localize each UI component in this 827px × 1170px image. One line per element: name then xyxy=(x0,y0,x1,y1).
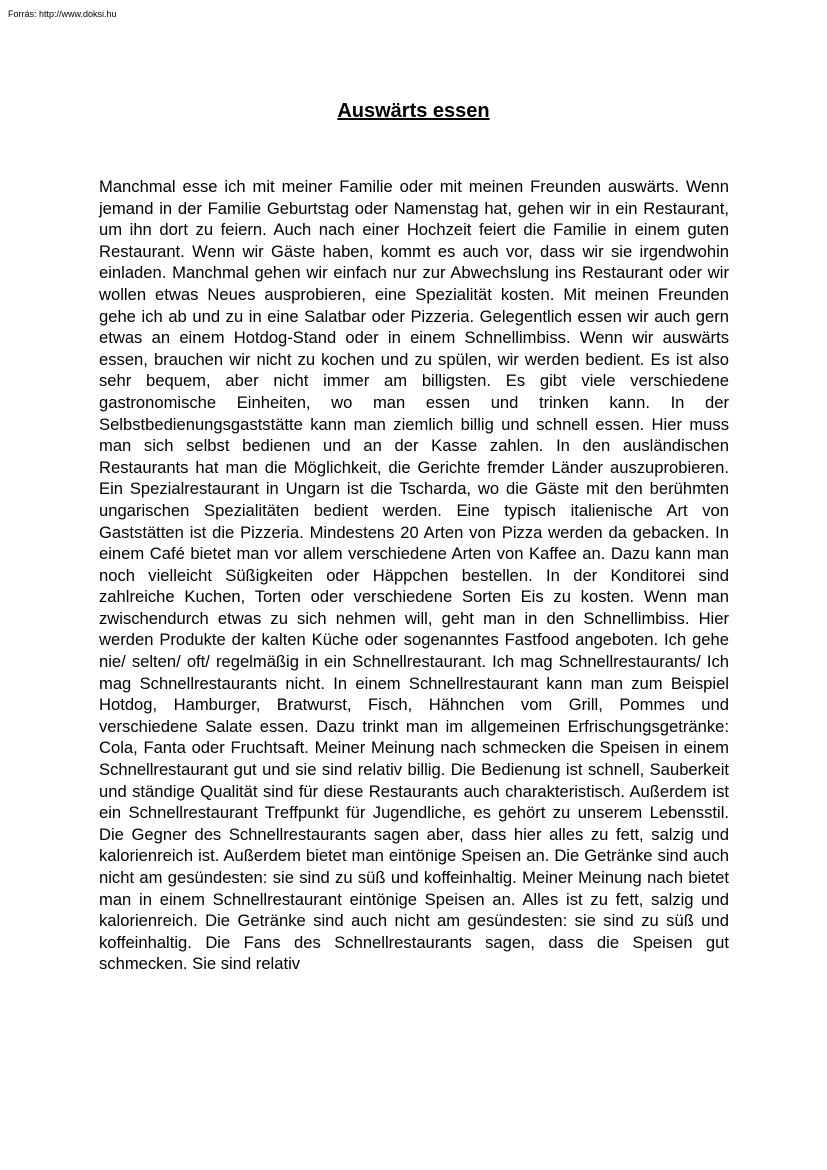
body-paragraph: Manchmal esse ich mit meiner Familie oder mit meinen Freunden auswärts. Wenn jemand in der Familie Geburtstag oder Namenstag hat, gehen wir in ein Restaurant, um ihn dort zu feiern. Auch nach einer Hochzeit feiert die Familie in einem guten Restaurant. Wenn wir Gäste haben, kommt es auch vor, dass wir sie irgendwohin einladen. Manchmal gehen wir einfach nur zur Abwechslung ins Restaurant oder wir wollen etwas Neues ausprobieren, eine Spezialität kosten. Mit meinen Freunden gehe ich ab und zu in eine Salatbar oder Pizzeria. Gelegentlich essen wir auch gern etwas an einem Hotdog-Stand oder in einem Schnellimbiss. Wenn wir auswärts essen, brauchen wir nicht zu kochen und zu spülen, wir werden bedient. Es ist also sehr bequem, aber nicht immer am billigsten. Es gibt viele verschiedene gastronomische Einheiten, wo man essen und trinken kann. In der Selbstbedienungsgaststätte kann man ziemlich billig und schnell essen. Hier muss man sich selbst bedienen und an der Kasse zahlen. In den ausländischen Restaurants hat man die Möglichkeit, die Gerichte fremder Länder auszuprobieren. Ein Spezialrestaurant in Ungarn ist die Tscharda, wo die Gäste mit den berühmten ungarischen Spezialitäten bedient werden. Eine typisch italienische Art von Gaststätten ist die Pizzeria. Mindestens 20 Arten von Pizza werden da gebacken. In einem Café bietet man vor allem verschiedene Arten von Kaffee an. Dazu kann man noch vielleicht Süßigkeiten oder Häppchen bestellen. In der Konditorei sind zahlreiche Kuchen, Torten oder verschiedene Sorten Eis zu kosten. Wenn man zwischendurch etwas zu sich nehmen will, geht man in den Schnellimbiss. Hier werden Produkte der kalten Küche oder sogenanntes Fastfood angeboten. Ich gehe nie/ selten/ oft/ regelmäßig in ein Schnellrestaurant. Ich mag Schnellrestaurants/ Ich mag Schnellrestaurants nicht. In einem Schnellrestaurant kann man zum Beispiel Hotdog, Hamburger, Bratwurst, Fisch, Hähnchen vom Grill, Pommes und verschiedene Salate essen. Dazu trinkt man im allgemeinen Erfrischungsgetränke: Cola, Fanta oder Fruchtsaft. Meiner Meinung nach schmecken die Speisen in einem Schnellrestaurant gut und sie sind relativ billig. Die Bedienung ist schnell, Sauberkeit und ständige Qualität sind für diese Restaurants auch charakteristisch. Außerdem ist ein Schnellrestaurant Treffpunkt für Jugendliche, es gehört zu unserem Lebensstil. Die Gegner des Schnellrestaurants sagen aber, dass hier alles zu fett, salzig und kalorienreich ist. Außerdem bietet man eintönige Speisen an. Die Getränke sind auch nicht am gesündesten: sie sind zu süß und koffeinhaltig. Meiner Meinung nach bietet man in einem Schnellrestaurant eintönige Speisen an. Alles ist zu fett, salzig und kalorienreich. Die Getränke sind auch nicht am gesündesten: sie sind zu süß und koffeinhaltig. Die Fans des Schnellrestaurants sagen, dass die Speisen gut schmecken. Sie sind relativ xyxy=(99,177,729,974)
page-title: Auswärts essen xyxy=(337,100,490,122)
source-note: Forrás: http://www.doksi.hu xyxy=(8,9,117,19)
